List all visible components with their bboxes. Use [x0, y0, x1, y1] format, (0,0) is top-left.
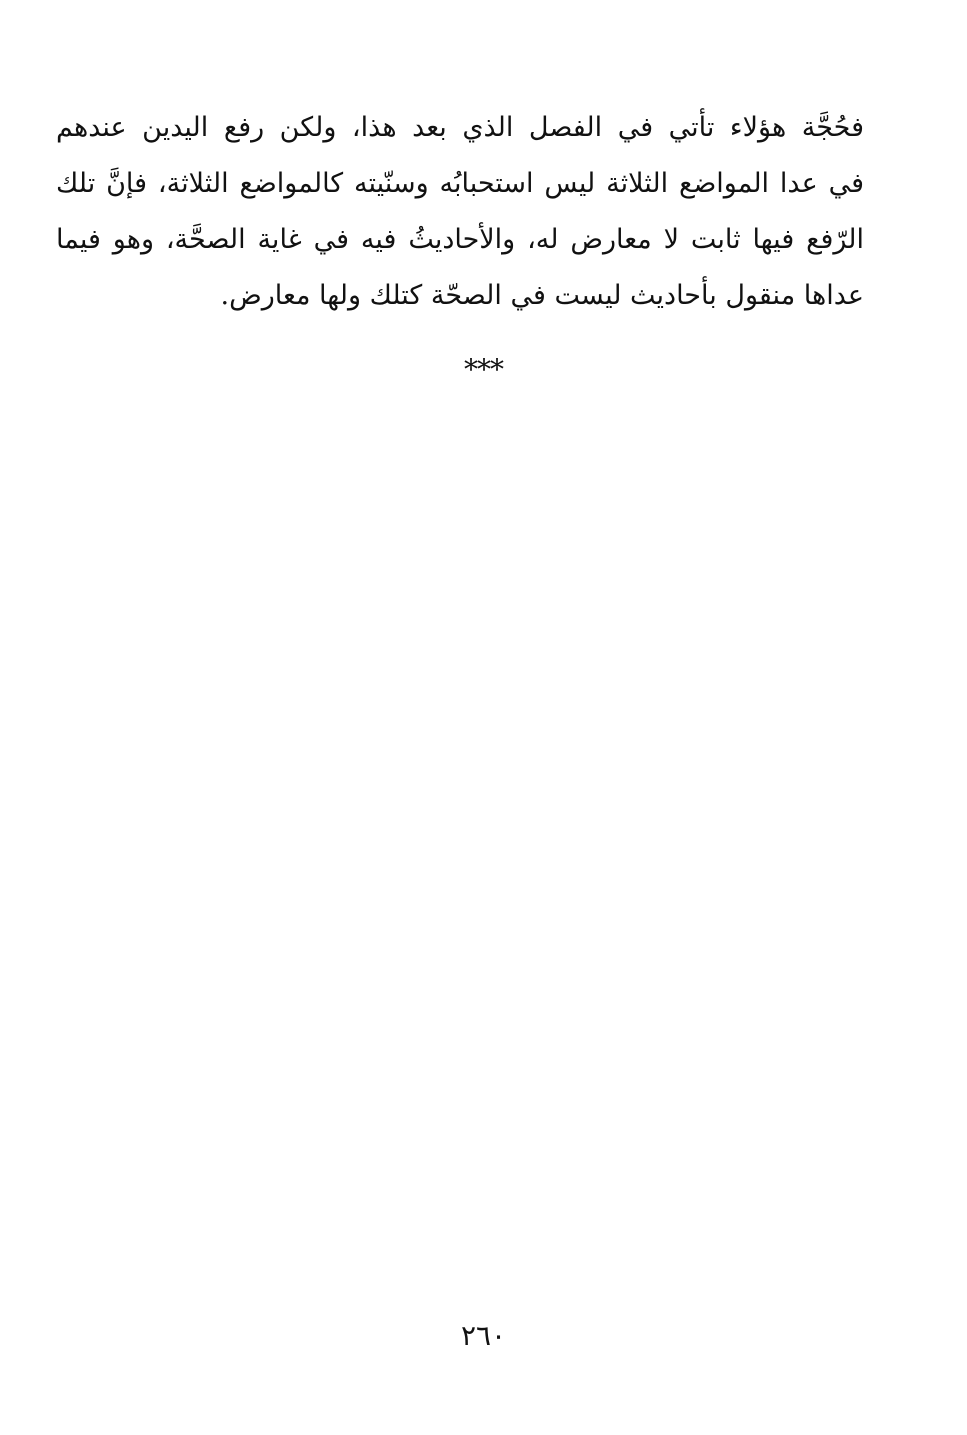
- section-separator: ***: [464, 353, 503, 386]
- paragraph: [56, 100, 864, 324]
- page-number: ٢٦٠: [460, 1319, 507, 1352]
- paragraph-line: عداها منقول بأحاديث ليست في الصحّة كتلك ولها معارض.: [220, 280, 864, 311]
- paragraph-line: في عدا المواضع الثلاثة ليس استحبابُه وسنّيته كالمواضع الثلاثة، فإنَّ تلك: [56, 168, 864, 199]
- paragraph-line: الرّفع فيها ثابت لا معارض له، والأحاديثُ فيه في غاية الصحَّة، وهو فيما: [56, 224, 864, 255]
- paragraph-line: فحُجَّة هؤلاء تأتي في الفصل الذي بعد هذا، ولكن رفع اليدين عندهم: [56, 112, 864, 143]
